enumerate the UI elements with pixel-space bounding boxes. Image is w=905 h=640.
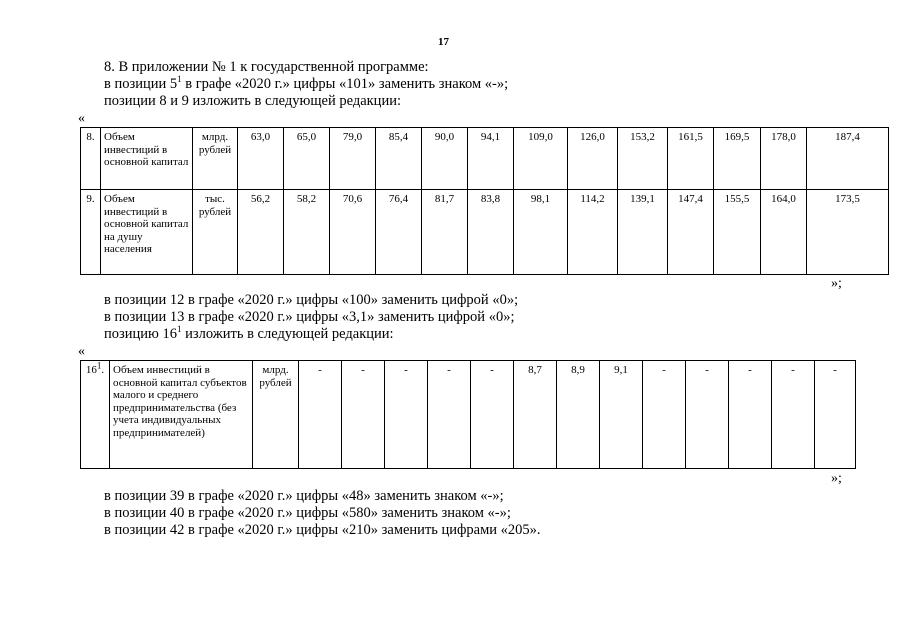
middle-line-3: позицию $16^1$ изложить в следующей редакции: [104, 324, 394, 342]
middle-line-2: в позиции 13 в графе «2020 г.» цифры «3,1» заменить цифрой «0»; [104, 309, 515, 325]
value-cell: 109,0 [514, 128, 568, 190]
value-cell: 63,0 [238, 128, 284, 190]
superscript: 1 [96, 360, 102, 371]
close-quote-1: »; [831, 276, 842, 291]
value-cell: - [643, 361, 686, 469]
value-cell: - [815, 361, 856, 469]
row-number: 8. [81, 128, 101, 190]
value-cell: 161,5 [668, 128, 714, 190]
value-cell: 114,2 [568, 190, 618, 275]
value-cell: 178,0 [761, 128, 807, 190]
value-cell: 8,7 [514, 361, 557, 469]
intro-line-3: позиции 8 и 9 изложить в следующей редакции: [104, 93, 401, 109]
value-cell: 164,0 [761, 190, 807, 275]
value-cell: - [729, 361, 772, 469]
value-cell: - [428, 361, 471, 469]
superscript: 1 [177, 74, 182, 85]
unit: млрд. рублей [193, 128, 238, 190]
value-cell: - [385, 361, 428, 469]
value-cell: 9,1 [600, 361, 643, 469]
unit: тыс. рублей [193, 190, 238, 275]
close-quote-2: »; [831, 471, 842, 486]
open-quote-2: « [78, 344, 85, 359]
bottom-line-1: в позиции 39 в графе «2020 г.» цифры «48» заменить знаком «-»; [104, 488, 504, 504]
row-number: 9. [81, 190, 101, 275]
intro-line-1: 8. В приложении № 1 к государственной программе: [104, 59, 429, 75]
value-cell: 173,5 [807, 190, 889, 275]
value-cell: - [471, 361, 514, 469]
unit: млрд. рублей [253, 361, 299, 469]
value-cell: 83,8 [468, 190, 514, 275]
value-cell: 153,2 [618, 128, 668, 190]
table-row [81, 128, 889, 190]
value-cell: 90,0 [422, 128, 468, 190]
value-cell: 94,1 [468, 128, 514, 190]
value-cell: 147,4 [668, 190, 714, 275]
value-cell: - [686, 361, 729, 469]
page-number: 17 [438, 36, 449, 48]
value-cell: 187,4 [807, 128, 889, 190]
value-cell: 76,4 [376, 190, 422, 275]
middle-line-1: в позиции 12 в графе «2020 г.» цифры «100» заменить цифрой «0»; [104, 292, 519, 308]
value-cell: - [342, 361, 385, 469]
value-cell: 65,0 [284, 128, 330, 190]
table-row [81, 190, 889, 275]
superscript: 1 [176, 324, 182, 335]
value-cell: 139,1 [618, 190, 668, 275]
table-position-16-1 [80, 360, 856, 469]
intro-line-2: в позиции $5^1$ в графе «2020 г.» цифры «101» заменить знаком «-»; [104, 74, 509, 92]
value-cell: 8,9 [557, 361, 600, 469]
indicator-name: Объем инвестиций в основной капитал субъектов малого и среднего предпринимательства (без учета индивидуальных предпринимателей) [110, 361, 253, 469]
indicator-name: Объем инвестиций в основной капитал на душу населения [101, 190, 193, 275]
value-cell: 126,0 [568, 128, 618, 190]
bottom-line-2: в позиции 40 в графе «2020 г.» цифры «580» заменить знаком «-»; [104, 505, 511, 521]
value-cell: 155,5 [714, 190, 761, 275]
open-quote-1: « [78, 111, 85, 126]
value-cell: 98,1 [514, 190, 568, 275]
value-cell: 56,2 [238, 190, 284, 275]
value-cell: 81,7 [422, 190, 468, 275]
value-cell: 58,2 [284, 190, 330, 275]
table-row [81, 361, 856, 469]
value-cell: 79,0 [330, 128, 376, 190]
value-cell: 169,5 [714, 128, 761, 190]
bottom-line-3: в позиции 42 в графе «2020 г.» цифры «210» заменить цифрами «205». [104, 522, 541, 538]
value-cell: 70,6 [330, 190, 376, 275]
value-cell: - [772, 361, 815, 469]
indicator-name: Объем инвестиций в основной капитал [101, 128, 193, 190]
value-cell: - [299, 361, 342, 469]
table-positions-8-9 [80, 127, 889, 275]
value-cell: 85,4 [376, 128, 422, 190]
row-number: $16^1$. [81, 361, 110, 469]
